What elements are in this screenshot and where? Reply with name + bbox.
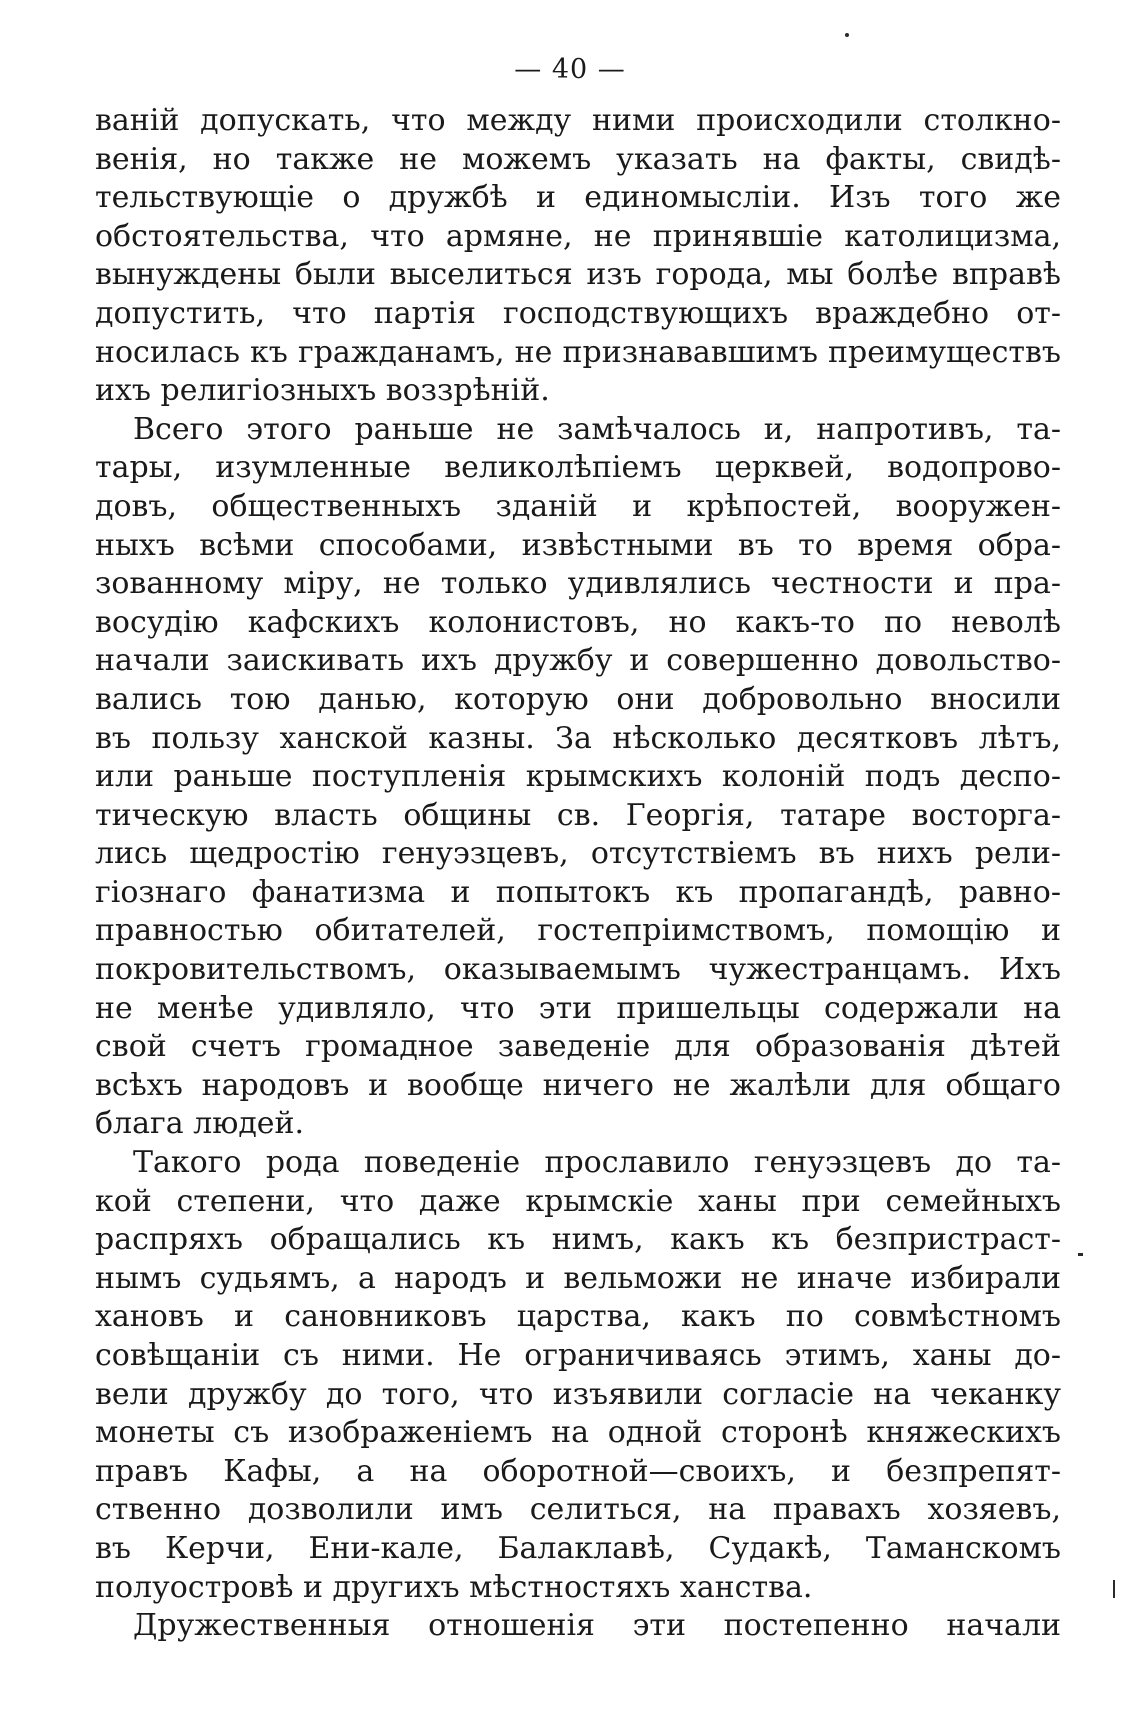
text-line: въ пользу ханской казны. За нѣсколько десятковъ лѣтъ,: [95, 720, 1061, 756]
text-line: кой степени, что даже крымскіе ханы при семейныхъ: [95, 1183, 1061, 1219]
text-line: въ Керчи, Ени-кале, Балаклавѣ, Судакѣ, Таманскомъ: [95, 1530, 1061, 1566]
text-line: вели дружбу до того, что изъявили согласіе на чеканку: [95, 1376, 1061, 1412]
text-line: правностью обитателей, гостепріимствомъ, помощію и: [95, 913, 1061, 949]
text-line: тары, изумленные великолѣпіемъ церквей, водопрово-: [95, 450, 1061, 486]
text-line: довъ, общественныхъ зданій и крѣпостей, вооружен-: [95, 488, 1061, 524]
text-line: совѣщаніи съ ними. Не ограничиваясь этимъ, ханы до-: [95, 1338, 1061, 1373]
text-line: всѣхъ народовъ и вообще ничего не жалѣли для общаго: [95, 1067, 1061, 1103]
text-line: допустить, что партія господствующихъ враждебно от-: [95, 295, 1061, 331]
text-line: вались тою данью, которую они добровольно вносили: [95, 681, 1061, 717]
text-line: распряхъ обращались къ нимъ, какъ къ безпристраст-: [95, 1222, 1061, 1258]
text-line: или раньше поступленія крымскихъ колоній подъ деспо-: [95, 759, 1061, 795]
page-number: — 40 —: [514, 54, 626, 85]
text-line: восудію кафскихъ колонистовъ, но какъ-то по неволѣ: [95, 604, 1061, 640]
text-line: носилась къ гражданамъ, не признававшимъ преимуществъ: [95, 334, 1061, 370]
text-line: блага людей.: [95, 1106, 305, 1142]
text-line: Дружественныя отношенія эти постепенно начали: [133, 1608, 1061, 1644]
text-line: начали заискивать ихъ дружбу и совершенно довольство-: [95, 643, 1061, 679]
text-line: Всего этого раньше не замѣчалось и, напротивъ, та-: [133, 411, 1061, 447]
text-line: полуостровѣ и другихъ мѣстностяхъ ханства.: [95, 1569, 813, 1605]
text-line: ваній допускать, что между ними происходили столкно-: [95, 103, 1061, 138]
text-line: обстоятельства, что армяне, не принявшіе католицизма,: [95, 218, 1061, 254]
text-line: ственно дозволили имъ селиться, на правахъ хозяевъ,: [95, 1492, 1061, 1528]
text-line: не менѣе удивляло, что эти пришельцы содержали на: [95, 990, 1061, 1026]
text-line: хановъ и сановниковъ царства, какъ по совмѣстномъ: [95, 1299, 1061, 1335]
print-speck: [1113, 1580, 1115, 1598]
text-line: зованному міру, не только удивлялись честности и пра-: [95, 566, 1061, 602]
text-line: Такого рода поведеніе прославило генуэзцевъ до та-: [133, 1145, 1061, 1181]
text-line: свой счетъ громадное заведеніе для образованія дѣтей: [95, 1029, 1061, 1065]
text-line: тельствующіе о дружбѣ и единомысліи. Изъ того же: [95, 180, 1061, 216]
text-line: гіознаго фанатизма и попытокъ къ пропагандѣ, равно-: [95, 874, 1061, 910]
text-line: венія, но также не можемъ указать на факты, свидѣ-: [95, 141, 1061, 177]
print-speck: [845, 33, 849, 37]
text-line: вынуждены были выселиться изъ города, мы болѣе вправѣ: [95, 257, 1061, 293]
text-line: нымъ судьямъ, а народъ и вельможи не иначе избирали: [95, 1260, 1061, 1296]
text-line: правъ Кафы, а на оборотной—своихъ, и безпрепят-: [95, 1453, 1061, 1489]
text-line: ихъ религіозныхъ воззрѣній.: [95, 373, 550, 409]
text-line: ныхъ всѣми способами, извѣстными въ то время обра-: [95, 527, 1061, 563]
body-text: [95, 102, 1061, 1702]
text-line: покровительствомъ, оказываемымъ чужестранцамъ. Ихъ: [95, 952, 1061, 988]
text-line: монеты съ изображеніемъ на одной сторонѣ княжескихъ: [95, 1415, 1061, 1451]
text-line: тическую власть общины св. Георгія, татаре восторга-: [95, 797, 1061, 833]
text-line: лись щедростію генуэзцевъ, отсутствіемъ въ нихъ рели-: [95, 836, 1061, 872]
print-speck: [1078, 1253, 1083, 1256]
